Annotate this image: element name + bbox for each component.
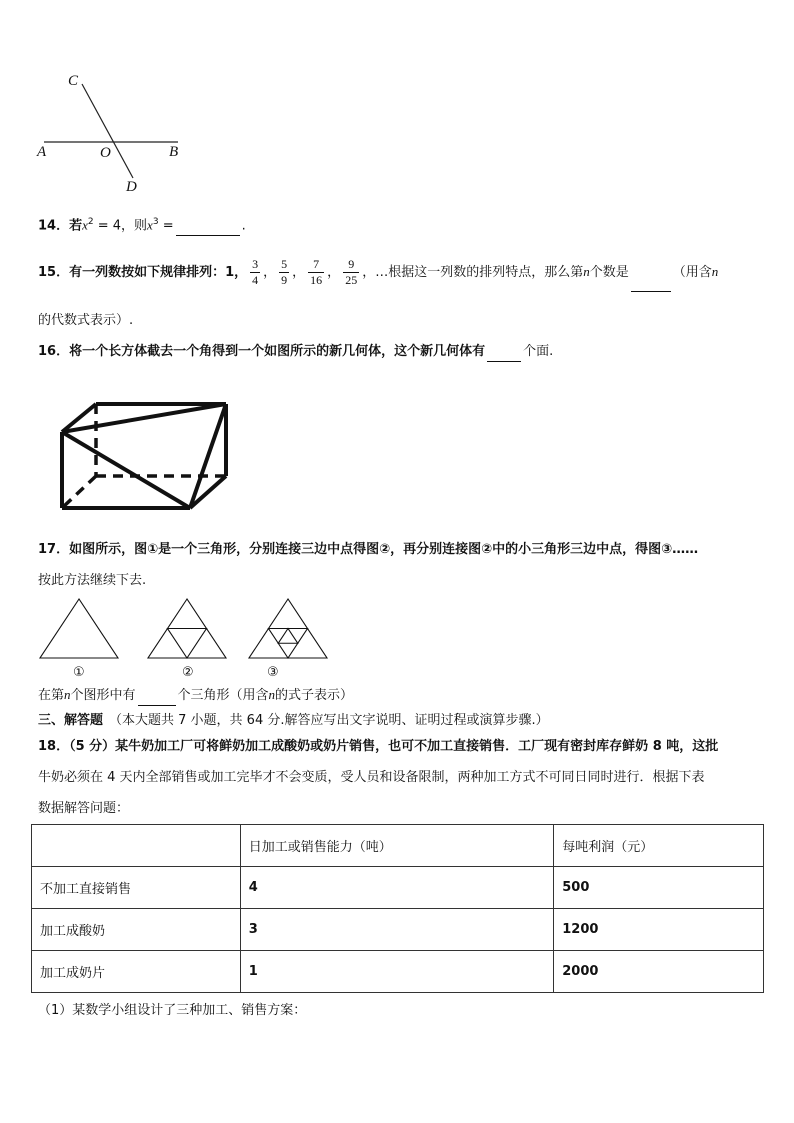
q15-answer-blank[interactable] <box>631 277 671 292</box>
q17-ask-b: 个图形中有 <box>70 688 136 703</box>
table-header-cell <box>32 825 241 867</box>
q16-text: 16．将一个长方体截去一个角得到一个如图所示的新几何体，这个新几何体有 <box>38 344 486 359</box>
q14-var-x2: x <box>147 217 153 233</box>
q17-ask-d: 的式子表示） <box>275 688 354 703</box>
question-18-line1: 18．（5 分）某牛奶加工厂可将鲜奶加工成酸奶或奶片销售，也可不加工直接销售．工厂现有密封库存鲜奶 8 吨，这批 <box>38 739 719 754</box>
q16-tail: 个面. <box>523 344 554 359</box>
question-15-line2: 的代数式表示）. <box>38 313 134 328</box>
table-cell: 3 <box>240 909 554 951</box>
q15-var-n2: n <box>711 264 719 279</box>
q15-paren: （用含 <box>672 265 712 280</box>
q15-var-n: n <box>583 264 590 279</box>
question-17-line2: 按此方法继续下去. <box>38 573 147 588</box>
table-cell: 加工成奶片 <box>32 951 241 993</box>
question-15: 15．有一列数按如下规律排列：1， $\frac{3}{4}$ ， $\frac{5}{9}$ ， $\frac{7}{16}$ ， $\frac{9}{25}$ ，…根据这一列数的排列特点，那么第n个数是 （用含n <box>38 253 718 292</box>
q17-line1: 17．如图所示，图①是一个三角形，分别连接三边中点得图②，再分别连接图②中的小三角形三边中点，得图③…… <box>38 542 699 557</box>
q17-ask-c: 个三角形（用含 <box>177 688 269 703</box>
section-3-note: （本大题共 7 小题，共 64 分.解答应写出文字说明、证明过程或演算步骤.） <box>109 713 549 728</box>
table-row <box>32 867 764 909</box>
figure-label-1: ① <box>73 665 85 680</box>
section-3-title: 三、解答题 <box>38 713 104 728</box>
q17-ask-a: 在第 <box>38 688 65 703</box>
section-3-heading <box>38 711 549 731</box>
q17-answer-blank[interactable] <box>138 691 176 706</box>
label-b: B <box>169 144 179 160</box>
q15-after-var: 个数是 <box>589 265 629 280</box>
table-cell: 不加工直接销售 <box>32 867 241 909</box>
table-cell: 500 <box>554 867 764 909</box>
question-16 <box>38 342 553 362</box>
question-17 <box>38 540 698 560</box>
q15-prefix: 15．有一列数按如下规律排列：1， <box>38 265 248 280</box>
q14-tail: . <box>241 218 246 234</box>
table-header-cell: 每吨利润（元） <box>554 825 764 867</box>
fraction-9-25: $\frac{9}{25}$ <box>345 257 358 287</box>
fraction-5-9: $\frac{5}{9}$ <box>281 257 288 287</box>
question-18-sub1: （1）某数学小组设计了三种加工、销售方案： <box>38 1003 307 1018</box>
processing-table <box>31 824 764 993</box>
question-18-line2: 牛奶必须在 4 天内全部销售或加工完毕才不会变质，受人员和设备限制，两种加工方式不可同日同时进行．根据下表 <box>38 770 705 785</box>
triangle-figures <box>36 596 336 666</box>
figure-label-2: ② <box>182 665 194 680</box>
table-header-cell: 日加工或销售能力（吨） <box>240 825 554 867</box>
figure-label-3: ③ <box>267 665 279 680</box>
q14-prefix: 14．若 <box>38 218 83 234</box>
q17-var-n: n <box>64 687 71 702</box>
q14-var-x: x <box>82 217 88 233</box>
question-18-line3: 数据解答问题： <box>38 801 130 816</box>
label-a: A <box>37 144 47 160</box>
q17-var-n2: n <box>268 687 276 702</box>
label-c: C <box>68 73 79 89</box>
table-cell: 1 <box>240 951 554 993</box>
table-row <box>32 951 764 993</box>
truncated-cuboid-figure <box>50 396 240 520</box>
q14-eq2: = <box>158 218 174 234</box>
fraction-3-4: $\frac{3}{4}$ <box>252 257 259 287</box>
q14-eq1: = 4，则 <box>93 218 148 234</box>
q15-middle: ，…根据这一列数的排列特点，那么第 <box>362 265 584 280</box>
label-d: D <box>126 179 137 195</box>
intersecting-lines-figure <box>30 70 190 200</box>
question-17-ask <box>38 685 353 706</box>
question-14: 14．若$x^2 = 4$，则$x^3$ = . <box>38 212 246 236</box>
q16-answer-blank[interactable] <box>487 347 521 362</box>
fraction-7-16: $\frac{7}{16}$ <box>310 257 323 287</box>
table-header-row <box>32 825 764 867</box>
label-o: O <box>100 145 111 161</box>
table-row <box>32 909 764 951</box>
table-cell: 2000 <box>554 951 764 993</box>
table-cell: 4 <box>240 867 554 909</box>
q14-answer-blank[interactable] <box>176 219 240 236</box>
table-cell: 加工成酸奶 <box>32 909 241 951</box>
table-cell: 1200 <box>554 909 764 951</box>
